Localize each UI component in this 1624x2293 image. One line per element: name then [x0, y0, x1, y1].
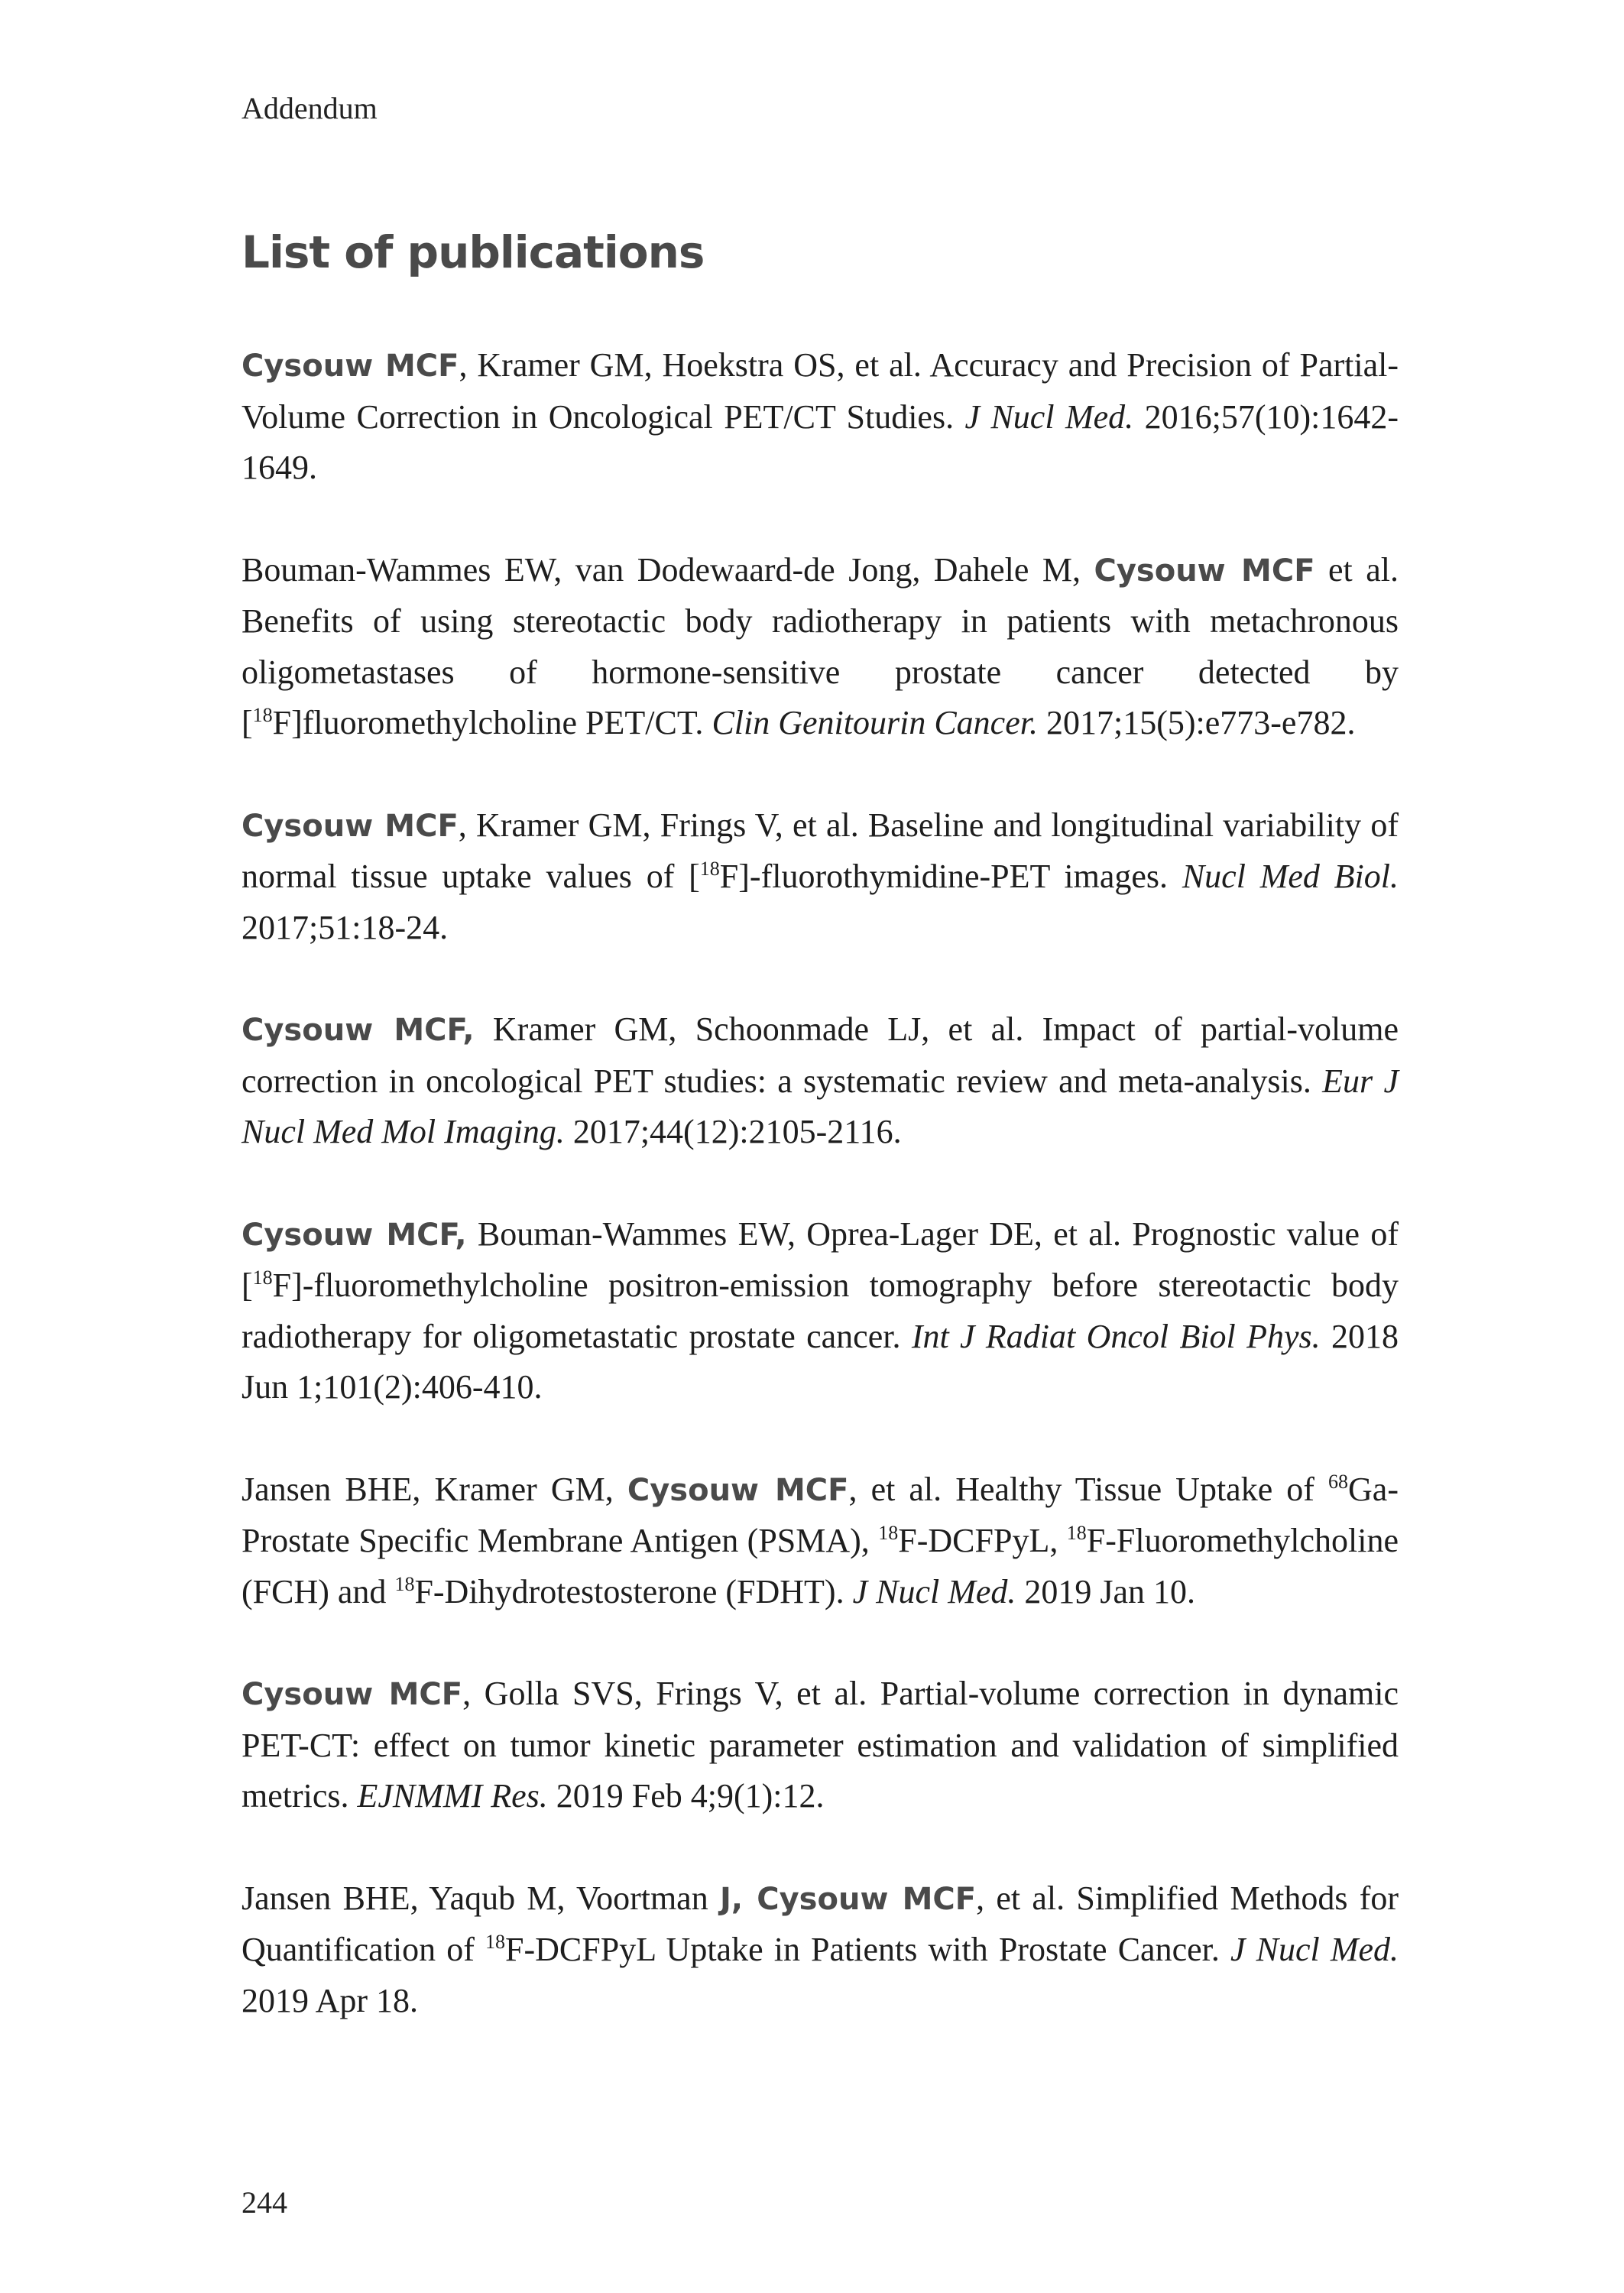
citation-text: et al. Benefits of using stereotactic body radiotherapy in patients with metachronous oligometastases of hormone-sensitive prostate cancer detected by [: [241, 550, 1399, 741]
author-highlight: Cysouw MCF: [1094, 553, 1315, 589]
citation-details: 2019 Feb 4;9(1):12.: [547, 1777, 825, 1815]
author-highlight: Cysouw MCF: [241, 808, 459, 844]
isotope-superscript: 18: [252, 1267, 273, 1289]
isotope-superscript: 68: [1328, 1470, 1349, 1493]
citation-details: 2017;15(5):e773-e782.: [1038, 704, 1356, 741]
citation-authors: Jansen BHE, Yaqub M, Voortman: [241, 1879, 720, 1917]
publication-entry-7: [241, 1669, 1399, 1822]
author-highlight: Cysouw MCF: [241, 349, 459, 384]
citation-text: Kramer GM, Schoonmade LJ, et al. Impact of partial-volume correction in oncological PET studies: a systematic review and meta-analysis.: [241, 1010, 1399, 1100]
citation-text: F-DCFPyL,: [898, 1522, 1067, 1559]
citation-text: Bouman-Wammes EW, Oprea-Lager DE, et al. Prognostic value of [: [241, 1215, 1399, 1304]
citation-text: , et al. Simplified Methods for Quantification of: [241, 1879, 1399, 1968]
citation-authors: Jansen BHE, Kramer GM,: [241, 1470, 627, 1508]
citation-text: F]-fluorothymidine-PET images.: [719, 858, 1182, 895]
citation-text: F]-fluoromethylcholine positron-emission tomography before stereotactic body radiotherapy for oligometastatic prostate cancer.: [241, 1267, 1399, 1355]
citation-text: F-DCFPyL Uptake in Patients with Prostate Cancer.: [505, 1931, 1230, 1968]
journal-name: J Nucl Med.: [1230, 1931, 1399, 1968]
journal-name: Nucl Med Biol.: [1182, 858, 1399, 895]
isotope-superscript: 18: [699, 858, 720, 880]
citation-authors: Bouman-Wammes EW, van Dodewaard-de Jong, Dahele M,: [241, 550, 1094, 589]
page-number: 244: [241, 2185, 287, 2220]
isotope-superscript: 18: [1066, 1522, 1087, 1544]
citation-details: 2019 Jan 10.: [1016, 1572, 1196, 1610]
citation-text: F-Dihydrotestosterone (FDHT).: [414, 1572, 853, 1610]
journal-name: Clin Genitourin Cancer.: [712, 704, 1038, 741]
publication-list: [241, 340, 1399, 2077]
page-title: List of publications: [241, 226, 705, 278]
isotope-superscript: 18: [252, 704, 273, 726]
journal-name: EJNMMI Res.: [357, 1777, 548, 1815]
running-header: Addendum: [241, 91, 378, 125]
citation-text: Ga-Prostate Specific Membrane Antigen (PSMA),: [241, 1470, 1399, 1559]
journal-name: Eur J Nucl Med Mol Imaging.: [241, 1062, 1399, 1150]
citation-text: , et al. Healthy Tissue Uptake of: [848, 1470, 1329, 1508]
author-highlight: Cysouw MCF: [241, 1677, 463, 1712]
citation-text: , Kramer GM, Frings V, et al. Baseline and longitudinal variability of normal tissue uptake values of [: [241, 806, 1399, 895]
author-highlight: J, Cysouw MCF: [719, 1881, 977, 1917]
citation-details: 2019 Apr 18.: [241, 1981, 418, 2019]
citation-text: F-Fluoromethylcholine (FCH) and: [241, 1522, 1399, 1610]
isotope-superscript: 18: [394, 1572, 415, 1595]
journal-name: Int J Radiat Oncol Biol Phys.: [911, 1317, 1321, 1355]
isotope-superscript: 18: [485, 1931, 506, 1953]
citation-text: , Kramer GM, Hoekstra OS, et al. Accuracy and Precision of Partial-Volume Correction in Oncological PET/CT Studies.: [241, 346, 1399, 436]
citation-text: F]fluoromethylcholine PET/CT.: [272, 704, 712, 741]
author-highlight: Cysouw MCF,: [241, 1013, 475, 1048]
publication-entry-3: [241, 800, 1399, 954]
publication-entry-4: [241, 1004, 1399, 1158]
citation-details: 2018 Jun 1;101(2):406-410.: [241, 1317, 1399, 1406]
citation-details: 2017;44(12):2105-2116.: [564, 1113, 902, 1150]
publication-entry-5: [241, 1209, 1399, 1413]
journal-name: J Nucl Med.: [964, 397, 1134, 436]
author-highlight: Cysouw MCF,: [241, 1217, 467, 1253]
publication-entry-1: [241, 340, 1399, 494]
publication-entry-2: [241, 545, 1399, 749]
journal-name: J Nucl Med.: [852, 1572, 1016, 1610]
author-highlight: Cysouw MCF: [627, 1472, 849, 1508]
isotope-superscript: 18: [878, 1522, 899, 1544]
citation-details: 2017;51:18-24.: [241, 908, 449, 946]
publication-entry-6: [241, 1464, 1399, 1618]
publication-entry-8: [241, 1873, 1399, 2027]
citation-text: , Golla SVS, Frings V, et al. Partial-volume correction in dynamic PET-CT: effect on tumor kinetic parameter estimation and validation of simplified metrics.: [241, 1675, 1399, 1815]
citation-details: 2016;57(10):1642-1649.: [241, 397, 1399, 486]
